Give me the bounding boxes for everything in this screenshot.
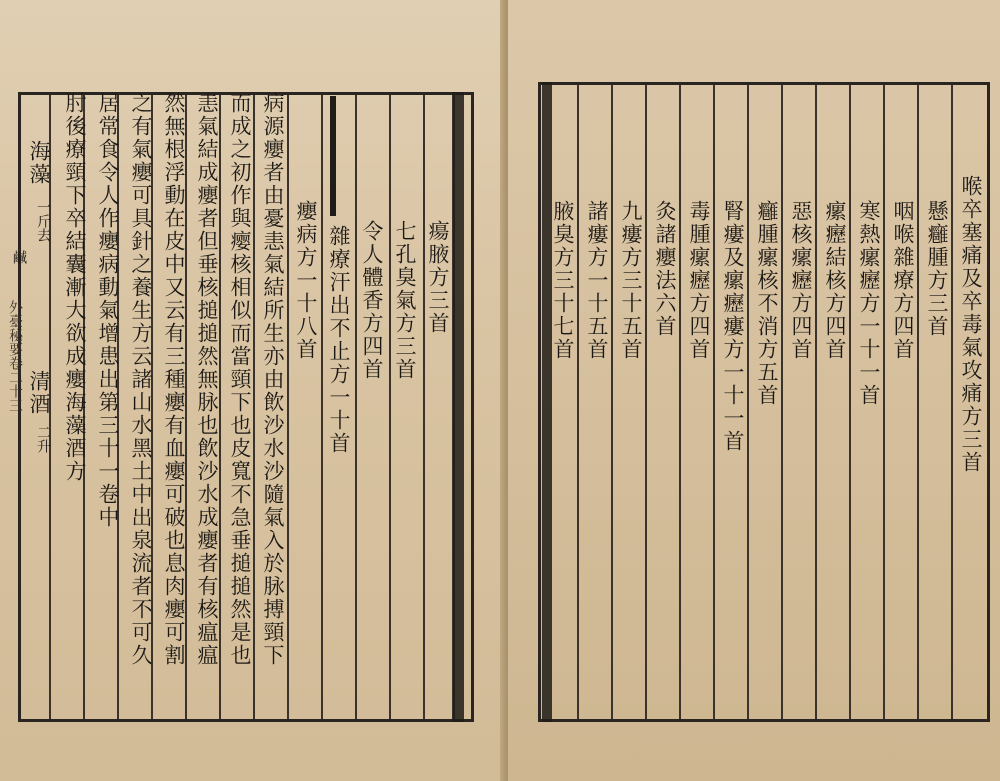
left-column-8: 恚氣結成癭者但垂核搥搥然無脉也飲沙水成癭者有核瘟瘟: [195, 92, 219, 667]
left-column-1: 瘍腋方三首: [426, 220, 450, 335]
right-column-4: 寒熱瘰癧方一十一首: [857, 200, 881, 407]
right-column-7: 癰腫瘰核不消方五首: [755, 200, 779, 407]
left-note-1: 一斤去: [35, 200, 51, 242]
left-column-2: 七孔臭氣方三首: [393, 220, 417, 381]
left-column-6: 病源癭者由憂恚氣結所生亦由飲沙水沙隨氣入於脉搏頸下: [261, 92, 285, 667]
right-column-12: 諸瘻方一十五首: [585, 200, 609, 361]
right-column-13: 腋臭方三十七首: [551, 200, 575, 361]
left-column-5: 癭病方一十八首: [294, 200, 318, 361]
left-column-11: 居常食令人作癭病動氣增患出第三十一卷中: [96, 92, 120, 529]
left-column-9: 然無根浮動在皮中又云有三種癭有血癭可破也息肉癭可割: [162, 92, 186, 667]
left-column-13: 海藻: [27, 140, 51, 186]
left-note-3: 二升: [35, 425, 51, 453]
left-column-12: 肘後療頸下卒結囊漸大欲成癭海藻酒方: [63, 92, 87, 483]
left-column-4: 雜療汗出不止方一十首: [327, 225, 351, 455]
left-column-10: 之有氣癭可具針之養生方云諸山水黑土中出泉流者不可久: [129, 92, 153, 667]
left-column-3: 令人體香方四首: [360, 220, 384, 381]
right-column-8: 腎瘻及瘰癧瘻方一十一首: [721, 200, 745, 453]
right-column-1: 喉卒塞痛及卒毒氣攻痛方三首: [959, 175, 983, 474]
right-page: [508, 0, 1000, 781]
right-column-2: 懸癰腫方三首: [925, 200, 949, 338]
right-column-11: 九瘻方三十五首: [619, 200, 643, 361]
right-column-5: 瘰癧結核方四首: [823, 200, 847, 361]
left-column-7: 而成之初作與瘿核相似而當頸下也皮寬不急垂搥搥然是也: [228, 92, 252, 667]
left-column-14: 清酒: [27, 370, 51, 416]
left-margin-title: 外臺秘要卷二十三: [7, 300, 23, 412]
right-column-9: 毒腫瘰癧方四首: [687, 200, 711, 361]
left-note-2: 鹹: [11, 250, 27, 264]
right-column-6: 惡核瘰癧方四首: [789, 200, 813, 361]
right-column-10: 灸諸癭法六首: [653, 200, 677, 338]
right-column-3: 咽喉雜療方四首: [891, 200, 915, 361]
